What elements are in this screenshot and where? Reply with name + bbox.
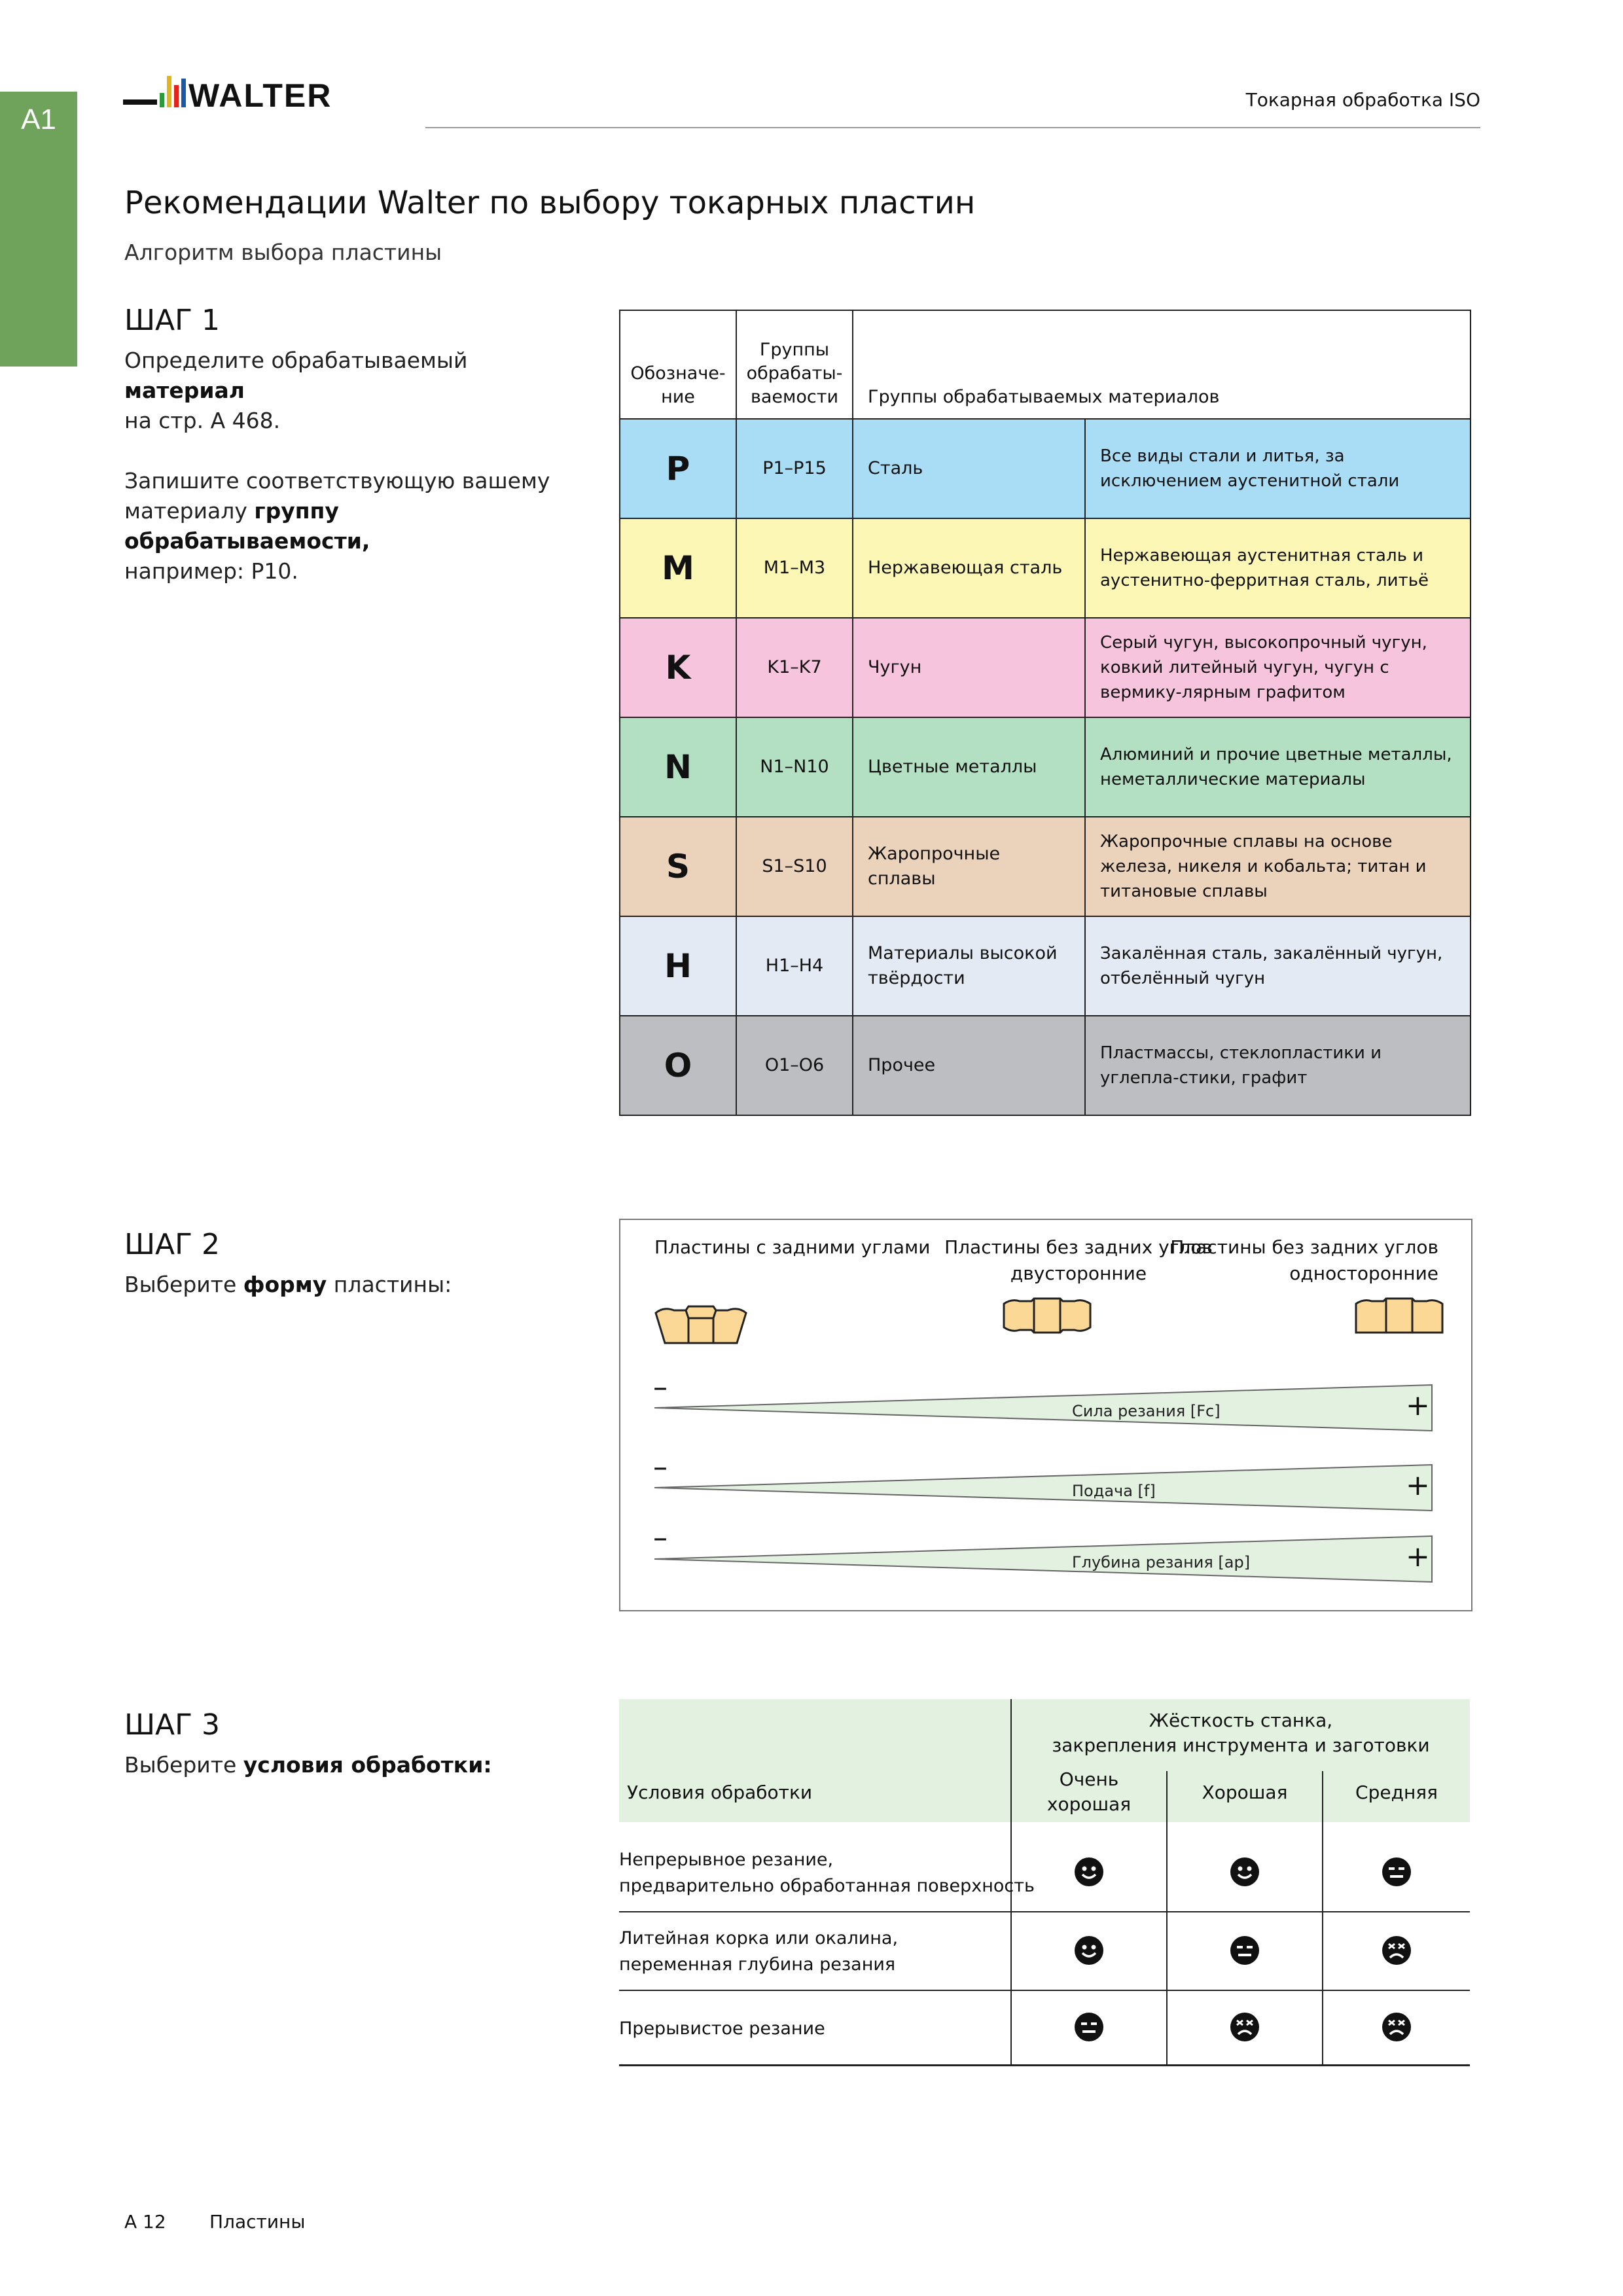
depth-of-cut-wedge <box>654 1536 1432 1582</box>
neutral-face-icon <box>1381 1856 1412 1888</box>
table-divider-h1 <box>619 1911 1470 1912</box>
step2-text <box>124 1270 452 1300</box>
material-group: Прочее <box>853 1016 1085 1115</box>
minus-sign-3: – <box>653 1521 668 1554</box>
neutral-face-icon <box>1073 2011 1105 2043</box>
header-conditions: Условия обработки <box>627 1782 813 1803</box>
material-row <box>620 1016 1471 1115</box>
material-description: Серый чугун, высокопрочный чугун, ковкий литейный чугун, чугун с вермику-лярным графитом <box>1085 618 1471 717</box>
header-very-good-b: хорошая <box>1046 1793 1132 1815</box>
step3-text-a: Выберите <box>124 1752 243 1778</box>
column-label-single-sided-b: односторонние <box>1289 1263 1438 1284</box>
step1-heading: ШАГ 1 <box>124 304 220 337</box>
material-description: Алюминий и прочие цветные металлы, неметаллические материалы <box>1085 717 1471 817</box>
minus-sign-1: – <box>653 1371 668 1404</box>
material-range: K1–K7 <box>736 618 853 717</box>
step1-text-a: Определите обрабатываемый <box>124 348 468 373</box>
walter-logo-text: WALTER <box>188 77 332 114</box>
step1-text-example: например: Р10. <box>124 558 298 584</box>
material-range: M1–M3 <box>736 518 853 618</box>
header-divider <box>425 127 1480 128</box>
material-group: Сталь <box>853 419 1085 518</box>
walter-logo <box>123 59 404 124</box>
footer-section: Пластины <box>209 2211 306 2233</box>
header-very-good-a: Очень <box>1059 1768 1119 1790</box>
page-title: Рекомендации Walter по выбору токарных пластин <box>124 185 976 221</box>
step3-heading: ШАГ 3 <box>124 1708 220 1742</box>
step2-text-c: пластины: <box>327 1272 452 1297</box>
step3-text <box>124 1750 492 1780</box>
table-divider-h2 <box>619 1990 1470 1991</box>
material-row <box>620 817 1471 916</box>
material-symbol: O <box>620 1016 736 1115</box>
material-group: Материалы высокой твёрдости <box>853 916 1085 1016</box>
material-description: Пластмассы, стеклопластики и углепла-стики, графит <box>1085 1016 1471 1115</box>
material-symbol: K <box>620 618 736 717</box>
step2-text-shape: форму <box>243 1272 327 1297</box>
table-header-designation: Обозначе-ние <box>620 310 736 419</box>
step1-text-group: группу обрабатываемости, <box>124 498 370 554</box>
material-group: Нержавеющая сталь <box>853 518 1085 618</box>
feed-wedge <box>654 1465 1432 1511</box>
material-groups-table <box>619 310 1471 1116</box>
header-very-good <box>1012 1767 1166 1817</box>
material-description: Нержавеющая аустенитная сталь и аустенитно-ферритная сталь, литьё <box>1085 518 1471 618</box>
good-face-icon <box>1229 1856 1260 1888</box>
material-symbol: S <box>620 817 736 916</box>
bad-face-icon <box>1381 2011 1412 2043</box>
material-symbol: M <box>620 518 736 618</box>
header-medium: Средняя <box>1355 1782 1438 1803</box>
plus-sign-1: + <box>1406 1389 1430 1422</box>
condition-label-line1: Литейная корка или окалина, <box>619 1928 899 1948</box>
table-header-groups: Группы обрабаты-ваемости <box>736 310 853 419</box>
step3-text-conditions: условия обработки: <box>243 1752 492 1778</box>
condition-label <box>619 2016 825 2042</box>
table-divider-bottom <box>619 2064 1470 2066</box>
header-rigidity <box>1012 1708 1470 1758</box>
header-rigidity-b: закрепления инструмента и заготовки <box>1052 1734 1430 1756</box>
condition-label-line2: переменная глубина резания <box>619 1954 896 1975</box>
condition-label <box>619 1847 1035 1899</box>
step1-text <box>124 346 582 586</box>
footer-page-number: A 12 <box>124 2211 166 2233</box>
good-face-icon <box>1073 1935 1105 1966</box>
material-description: Закалённая сталь, закалённый чугун, отбелённый чугун <box>1085 916 1471 1016</box>
material-row <box>620 717 1471 817</box>
material-group: Жаропрочные сплавы <box>853 817 1085 916</box>
material-range: S1–S10 <box>736 817 853 916</box>
trend-wedges <box>620 1220 1471 1610</box>
material-range: P1–P15 <box>736 419 853 518</box>
neutral-face-icon <box>1229 1935 1260 1966</box>
material-row <box>620 916 1471 1016</box>
material-description: Все виды стали и литья, за исключением аустенитной стали <box>1085 419 1471 518</box>
material-symbol: H <box>620 916 736 1016</box>
condition-label-line2: предварительно обработанная поверхность <box>619 1876 1035 1896</box>
material-symbol: N <box>620 717 736 817</box>
material-row <box>620 618 1471 717</box>
minus-sign-2: – <box>653 1450 668 1484</box>
column-label-double-sided-b: двусторонние <box>1010 1263 1147 1284</box>
material-range: O1–O6 <box>736 1016 853 1115</box>
step1-text-page-ref: на стр. А 468. <box>124 408 281 433</box>
wedge-label-depth-of-cut: Глубина резания [ap] <box>1072 1553 1251 1571</box>
plus-sign-3: + <box>1406 1540 1430 1573</box>
chapter-tab <box>0 92 77 367</box>
insert-shape-panel <box>619 1219 1472 1611</box>
material-symbol: P <box>620 419 736 518</box>
material-group: Цветные металлы <box>853 717 1085 817</box>
condition-label-line1: Прерывистое резание <box>619 2018 825 2039</box>
header-rigidity-a: Жёсткость станка, <box>1149 1710 1333 1731</box>
column-label-positive: Пластины с задними углами <box>654 1236 931 1258</box>
condition-label <box>619 1926 898 1978</box>
bad-face-icon <box>1381 1935 1412 1966</box>
header-section-title: Токарная обработка ISO <box>1245 89 1480 111</box>
page-subtitle: Алгоритм выбора пластины <box>124 240 442 265</box>
step1-text-c: Запишите соответствующую вашему <box>124 468 550 493</box>
condition-label-line1: Непрерывное резание, <box>619 1850 834 1870</box>
step2-heading: ШАГ 2 <box>124 1228 220 1261</box>
table-header-material-groups: Группы обрабатываемых материалов <box>853 310 1471 419</box>
column-label-double-sided-a: Пластины без задних углов <box>944 1236 1213 1258</box>
wedge-label-cutting-force: Сила резания [Fc] <box>1072 1402 1221 1420</box>
good-face-icon <box>1073 1856 1105 1888</box>
header-good: Хорошая <box>1202 1782 1288 1803</box>
material-row <box>620 518 1471 618</box>
step2-text-a: Выберите <box>124 1272 243 1297</box>
wedge-label-feed: Подача [f] <box>1072 1482 1156 1500</box>
table-divider-v2 <box>1166 1771 1168 2066</box>
chapter-tab-label: A1 <box>21 103 56 135</box>
step1-text-d: материалу <box>124 498 255 524</box>
material-range: H1–H4 <box>736 916 853 1016</box>
step1-text-material: материал <box>124 378 245 403</box>
cutting-force-wedge <box>654 1385 1432 1431</box>
plus-sign-2: + <box>1406 1469 1430 1502</box>
material-range: N1–N10 <box>736 717 853 817</box>
column-label-single-sided-a: Пластины без задних углов <box>1170 1236 1438 1258</box>
material-row <box>620 419 1471 518</box>
bad-face-icon <box>1229 2011 1260 2043</box>
table-divider-v3 <box>1322 1771 1323 2066</box>
material-description: Жаропрочные сплавы на основе железа, никеля и кобальта; титан и титановые сплавы <box>1085 817 1471 916</box>
material-group: Чугун <box>853 618 1085 717</box>
